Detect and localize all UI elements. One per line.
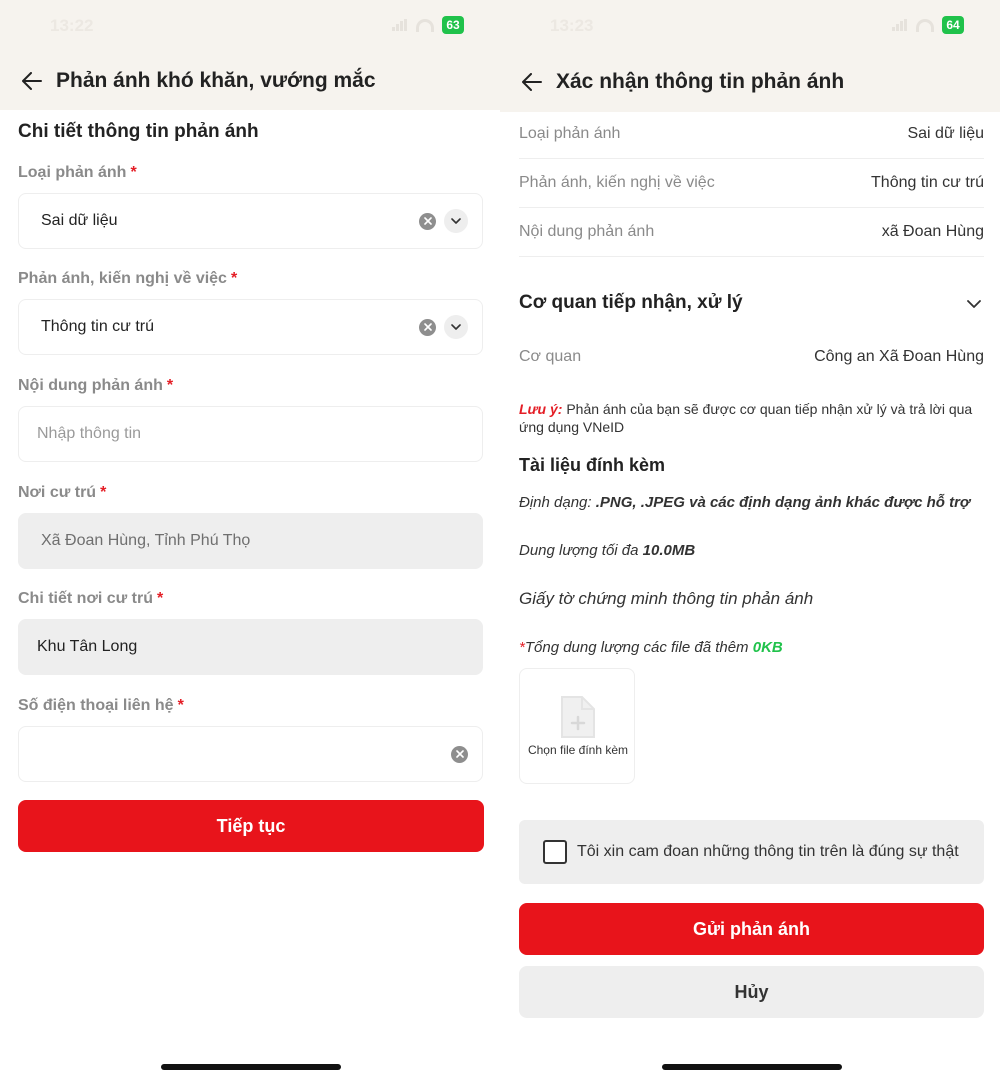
wifi-icon xyxy=(416,19,434,32)
note-text xyxy=(519,400,984,436)
field-value: Khu Tân Long xyxy=(37,638,138,655)
confirm-screen xyxy=(500,0,1000,1080)
agency-section-title: Cơ quan tiếp nhận, xử lý xyxy=(519,292,743,313)
max-size-prefix: Dung lượng tối đa xyxy=(519,542,639,559)
loai-phan-anh-select[interactable] xyxy=(18,193,483,249)
attachments-title: Tài liệu đính kèm xyxy=(519,455,666,475)
label-text: Số điện thoại liên hệ xyxy=(18,697,174,714)
clear-icon[interactable] xyxy=(451,746,468,763)
upload-label: Chọn file đính kèm xyxy=(527,743,629,757)
field-label-chi-tiet-noi-cu-tru xyxy=(18,590,163,608)
required-mark: * xyxy=(100,484,107,501)
field-label-loai-phan-anh xyxy=(18,164,137,182)
required-mark: * xyxy=(177,697,184,714)
select-value: Thông tin cư trú xyxy=(41,318,154,335)
info-row xyxy=(519,159,984,208)
agreement-text: Tôi xin cam đoan những thông tin trên là đúng sự thật xyxy=(577,843,959,860)
back-arrow-icon[interactable] xyxy=(20,69,44,93)
noi-dung-input[interactable] xyxy=(18,406,483,462)
input-placeholder: Nhập thông tin xyxy=(37,425,142,442)
page-title: Xác nhận thông tin phản ánh xyxy=(556,70,845,93)
label-text: Phản ánh, kiến nghị về việc xyxy=(18,270,227,287)
field-label-noi-dung xyxy=(18,377,173,395)
app-bar xyxy=(500,52,1000,112)
page-title: Phản ánh khó khăn, vướng mắc xyxy=(56,69,376,92)
info-value: Sai dữ liệu xyxy=(907,125,984,142)
required-mark: * xyxy=(156,590,164,607)
info-value: xã Đoan Hùng xyxy=(881,223,984,240)
status-bar xyxy=(500,0,1000,52)
field-label-noi-cu-tru xyxy=(18,484,106,502)
note-body: Phản ánh của bạn sẽ được cơ quan tiếp nhận xử lý và trả lời qua ứng dụng VNeID xyxy=(519,401,973,435)
status-bar xyxy=(0,0,500,52)
upload-file-button[interactable] xyxy=(519,668,635,784)
status-time: 13:22 xyxy=(50,16,94,35)
info-key: Loại phản ánh xyxy=(519,125,621,142)
signal-icon xyxy=(892,19,908,31)
clear-icon[interactable] xyxy=(419,213,436,230)
app-bar xyxy=(0,52,500,110)
field-label-so-dien-thoai xyxy=(18,697,184,715)
status-time: 13:23 xyxy=(550,16,594,35)
total-prefix: Tổng dung lượng các file đã thêm xyxy=(524,639,749,656)
continue-button[interactable]: Tiếp tục xyxy=(18,800,484,852)
format-value: .PNG, .JPEG và các định dạng ảnh khác được hỗ trợ xyxy=(595,494,971,511)
status-icons xyxy=(392,16,464,34)
section-title: Chi tiết thông tin phản ánh xyxy=(18,121,259,142)
home-indicator xyxy=(662,1064,842,1070)
back-arrow-icon[interactable] xyxy=(520,70,544,94)
info-key: Cơ quan xyxy=(519,347,582,365)
required-mark: * xyxy=(130,164,137,181)
field-value: Xã Đoan Hùng, Tỉnh Phú Thọ xyxy=(41,532,251,549)
info-row xyxy=(519,208,984,257)
format-info xyxy=(519,494,984,512)
agreement-box xyxy=(519,820,984,884)
label-text: Chi tiết nơi cư trú xyxy=(18,590,153,607)
chevron-down-icon[interactable] xyxy=(444,315,468,339)
info-value: Thông tin cư trú xyxy=(871,174,984,191)
wifi-icon xyxy=(916,19,934,32)
required-mark: * xyxy=(519,639,525,656)
file-add-icon xyxy=(560,695,596,739)
total-size-info xyxy=(519,639,783,656)
total-value: 0KB xyxy=(752,639,783,656)
label-text: Loại phản ánh xyxy=(18,164,127,181)
battery-badge: 64 xyxy=(942,16,964,34)
home-indicator xyxy=(161,1064,341,1070)
field-label-kien-nghi xyxy=(18,270,237,288)
info-key: Phản ánh, kiến nghị về việc xyxy=(519,174,715,191)
so-dien-thoai-input[interactable] xyxy=(18,726,483,782)
required-mark: * xyxy=(230,270,238,287)
info-row xyxy=(519,110,984,159)
status-icons xyxy=(892,16,964,34)
submit-button[interactable]: Gửi phản ánh xyxy=(519,903,984,955)
kien-nghi-select[interactable] xyxy=(18,299,483,355)
cancel-button[interactable]: Hủy xyxy=(519,966,984,1018)
battery-badge: 63 xyxy=(442,16,464,34)
info-key: Nội dung phản ánh xyxy=(519,223,655,240)
noi-cu-tru-field xyxy=(18,513,483,569)
label-text: Nơi cư trú xyxy=(18,484,97,501)
chi-tiet-noi-cu-tru-input[interactable] xyxy=(18,619,483,675)
agency-row xyxy=(519,332,984,381)
document-title: Giấy tờ chứng minh thông tin phản ánh xyxy=(519,589,814,608)
note-label: Lưu ý: xyxy=(519,401,563,417)
chevron-down-icon[interactable] xyxy=(964,296,984,312)
max-size-info xyxy=(519,542,984,560)
required-mark: * xyxy=(166,377,174,394)
max-size-value: 10.0MB xyxy=(642,542,696,559)
clear-icon[interactable] xyxy=(419,319,436,336)
signal-icon xyxy=(392,19,408,31)
format-prefix: Định dạng: xyxy=(519,494,592,511)
label-text: Nội dung phản ánh xyxy=(18,377,163,394)
agreement-checkbox[interactable] xyxy=(543,840,567,864)
info-value: Công an Xã Đoan Hùng xyxy=(814,347,984,365)
select-value: Sai dữ liệu xyxy=(41,212,118,229)
chevron-down-icon[interactable] xyxy=(444,209,468,233)
